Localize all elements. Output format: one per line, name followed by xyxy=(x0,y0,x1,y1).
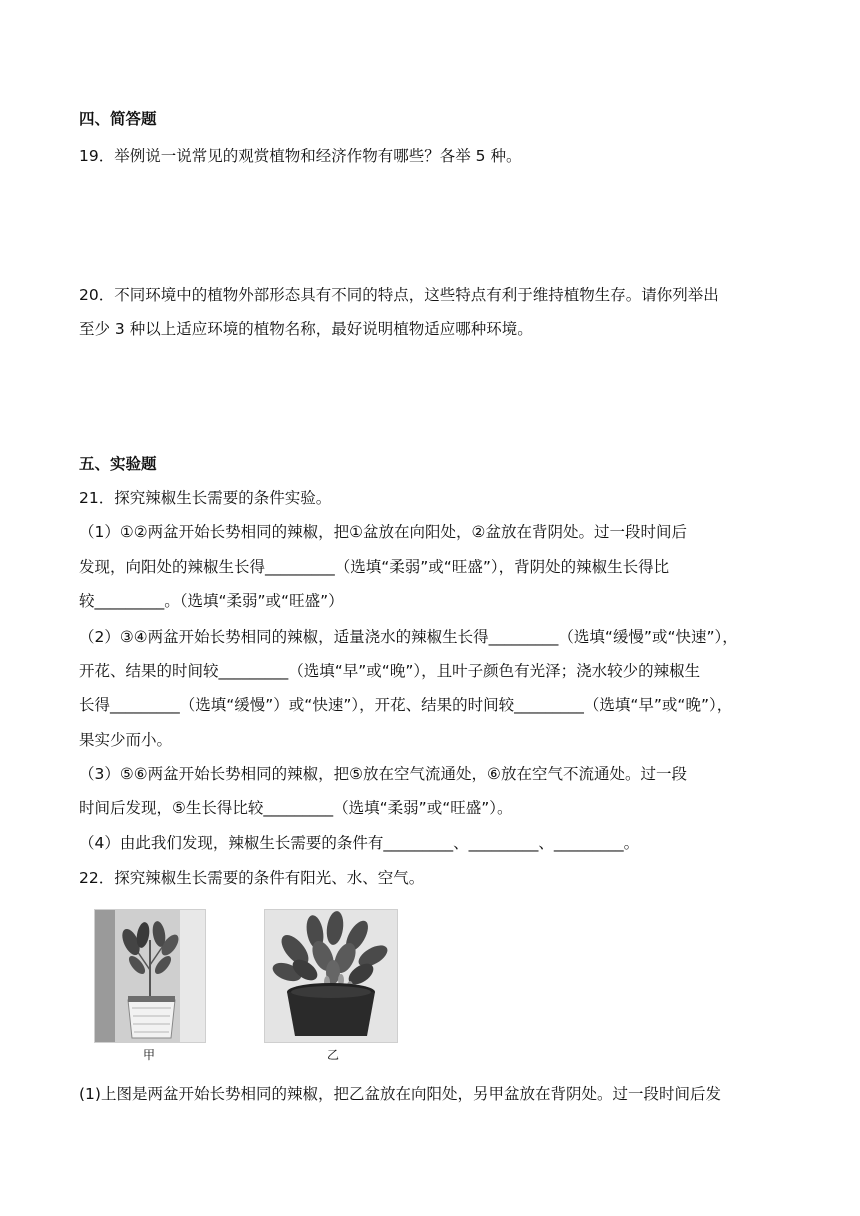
photo-caption-yi: 乙 xyxy=(327,1048,340,1062)
photo-caption-jia: 甲 xyxy=(143,1048,156,1062)
question-20-line-1: 20．不同环境中的植物外部形态具有不同的特点，这些特点有利于维持植物生存。请你列举出 xyxy=(79,286,719,304)
question-21-title: 21．探究辣椒生长需要的条件实验。 xyxy=(79,489,332,507)
question-22-sub-1: (1)上图是两盆开始长势相同的辣椒，把乙盆放在向阳处，另甲盆放在背阴处。过一段时间后发 xyxy=(79,1085,721,1103)
pepper-photo-jia xyxy=(94,909,206,1043)
question-21-line: 长得_________（选填“缓慢”）或“快速”），开花、结果的时间较_________（选填“早”或“晚”）， xyxy=(79,696,733,714)
section-4-heading: 四、简答题 xyxy=(79,110,157,128)
question-19: 19．举例说一说常见的观赏植物和经济作物有哪些？各举 5 种。 xyxy=(79,147,522,165)
question-21-line: 果实少而小。 xyxy=(79,731,173,749)
question-20-line-2: 至少 3 种以上适应环境的植物名称，最好说明植物适应哪种环境。 xyxy=(79,320,533,338)
question-21-line: （3）⑤⑥两盆开始长势相同的辣椒，把⑤放在空气流通处，⑥放在空气不流通处。过一段 xyxy=(79,765,687,783)
pepper-plant-sun-image xyxy=(265,910,397,1042)
question-22-title: 22．探究辣椒生长需要的条件有阳光、水、空气。 xyxy=(79,869,425,887)
section-5-heading: 五、实验题 xyxy=(79,455,157,473)
question-21-line: （4）由此我们发现，辣椒生长需要的条件有_________、_________、_________。 xyxy=(79,834,640,852)
pepper-photo-yi xyxy=(264,909,398,1043)
question-21-line: 较_________。（选填“柔弱”或“旺盛”） xyxy=(79,592,344,610)
question-21-line: 发现，向阳处的辣椒生长得_________（选填“柔弱”或“旺盛”），背阴处的辣椒生长得比 xyxy=(79,558,670,576)
question-21-line: （1）①②两盆开始长势相同的辣椒，把①盆放在向阳处，②盆放在背阴处。过一段时间后 xyxy=(79,523,687,541)
question-21-line: 开花、结果的时间较_________（选填“早”或“晚”），且叶子颜色有光泽；浇水较少的辣椒生 xyxy=(79,662,701,680)
pepper-plant-shade-image xyxy=(95,910,205,1042)
question-21-line: （2）③④两盆开始长势相同的辣椒，适量浇水的辣椒生长得_________（选填“缓慢”或“快速”）， xyxy=(79,628,738,646)
question-21-line: 时间后发现，⑤生长得比较_________（选填“柔弱”或“旺盛”）。 xyxy=(79,799,513,817)
